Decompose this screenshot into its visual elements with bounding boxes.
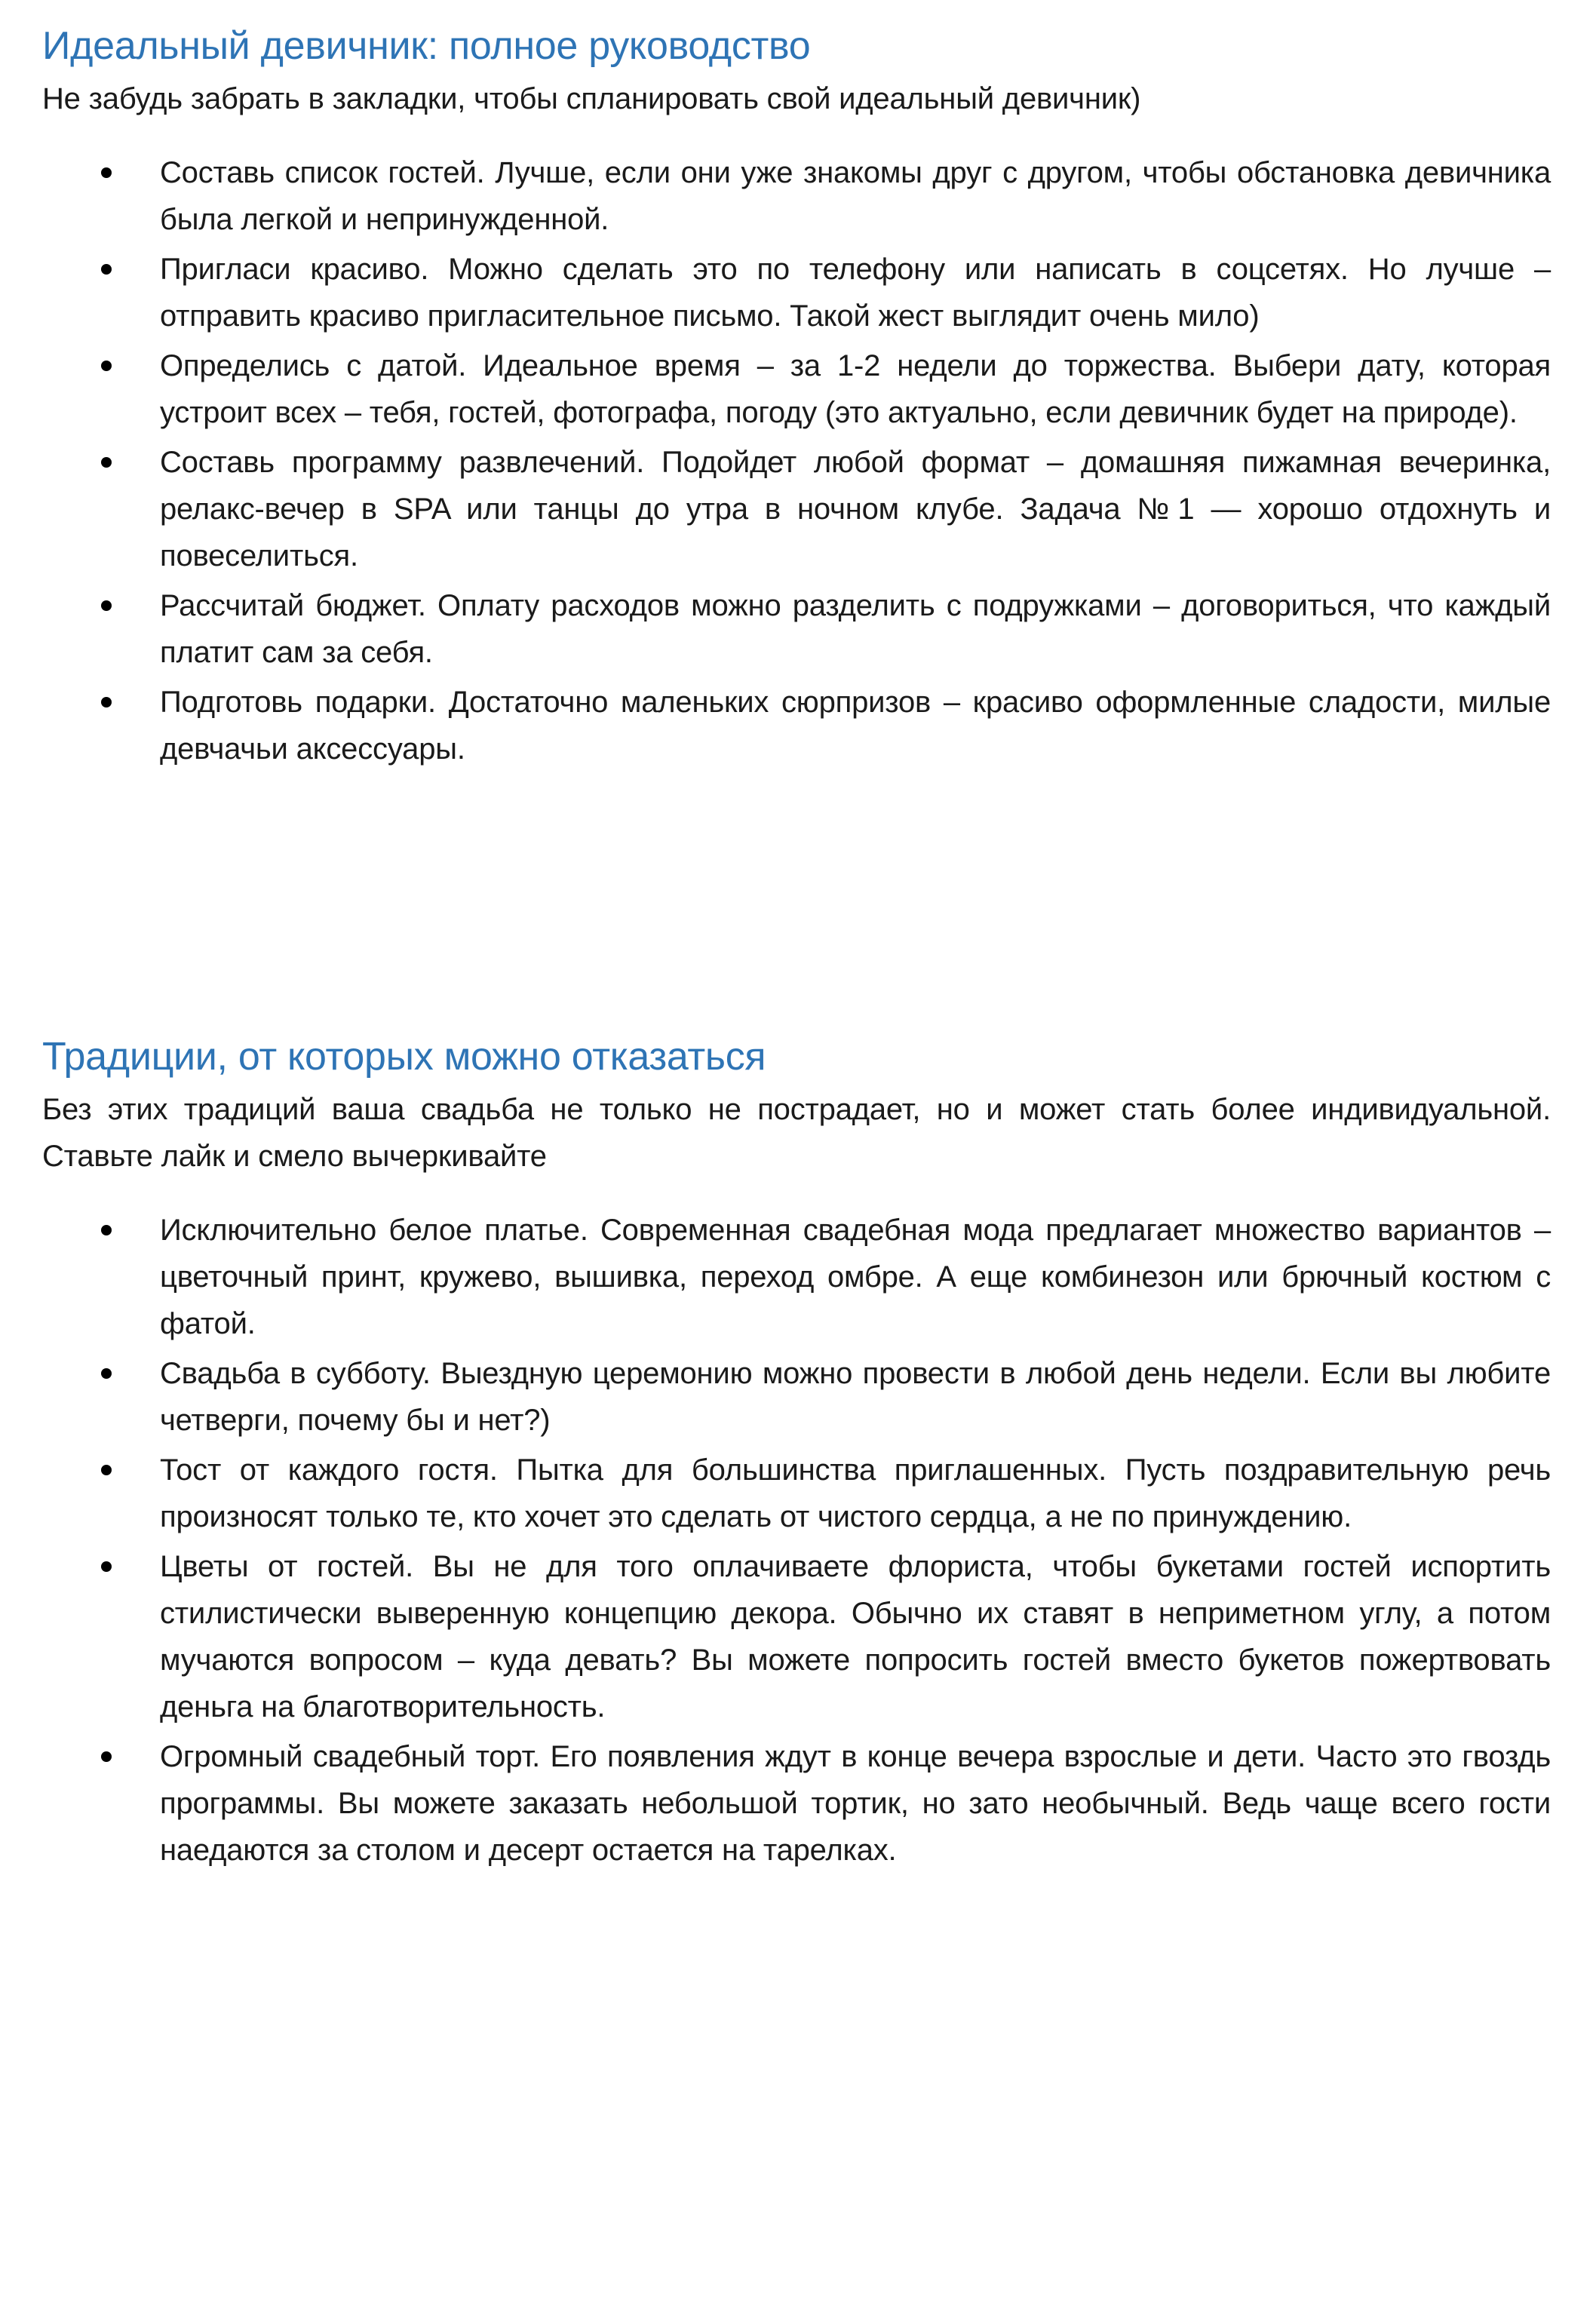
bullet-icon [101,1561,112,1572]
bullet-list [42,1207,1551,1874]
list-item-text: Определись с датой. Идеальное время – за 1-2 недели до торжества. Выбери дату, которая устроит всех – тебя, гостей, фотографа, погоду (это актуально, если девичник будет на природе). [160,349,1551,429]
list-item [42,1543,1551,1730]
list-item-text: Исключительно белое платье. Современная свадебная мода предлагает множество вариантов – цветочный принт, кружево, вышивка, переход омбре. А еще комбинезон или брючный костюм с фатой. [160,1214,1551,1340]
bullet-icon [101,697,112,707]
list-item [42,1207,1551,1347]
bullet-icon [101,1225,112,1235]
bullet-icon [101,1368,112,1379]
bullet-icon [101,1751,112,1762]
list-item [42,149,1551,243]
bullet-icon [101,264,112,275]
bullet-icon [101,1465,112,1475]
list-item-text: Рассчитай бюджет. Оплату расходов можно разделить с подружками – договориться, что каждый платит сам за себя. [160,589,1551,669]
list-item-text: Составь программу развлечений. Подойдет любой формат – домашняя пижамная вечеринка, релакс-вечер в SPA или танцы до утра в ночном клубе. Задача №1 — хорошо отдохнуть и повеселиться. [160,446,1551,572]
list-item [42,1447,1551,1540]
section-intro: Не забудь забрать в закладки, чтобы спланировать свой идеальный девичник) [42,82,1141,115]
list-item-text: Пригласи красиво. Можно сделать это по телефону или написать в соцсетях. Но лучше – отправить красиво пригласительное письмо. Такой жест выглядит очень мило) [160,253,1551,333]
bullet-icon [101,167,112,178]
section-intro: Без этих традиций ваша свадьба не только не пострадает, но и может стать более индивидуальной. Ставьте лайк и смело вычеркивайте [42,1093,1551,1173]
list-item [42,342,1551,436]
list-item-text: Огромный свадебный торт. Его появления ждут в конце вечера взрослые и дети. Часто это гвоздь программы. Вы можете заказать небольшой тортик, но зато необычный. Ведь чаще всего гости наедаются за столом и десерт остается на тарелках. [160,1740,1551,1867]
bachelorette-guide-section [42,17,1551,775]
list-item-text: Тост от каждого гостя. Пытка для большинства приглашенных. Пусть поздравительную речь произносят только те, кто хочет это сделать от чистого сердца, а не по принуждению. [160,1453,1551,1533]
list-item-text: Составь список гостей. Лучше, если они уже знакомы друг с другом, чтобы обстановка девичника была легкой и непринужденной. [160,156,1551,236]
list-item [42,439,1551,579]
list-item-text: Подготовь подарки. Достаточно маленьких сюрпризов – красиво оформленные сладости, милые девчачьи аксессуары. [160,686,1551,766]
bullet-list [42,149,1551,772]
list-item-text: Цветы от гостей. Вы не для того оплачиваете флориста, чтобы букетами гостей испортить стилистически выверенную концепцию декора. Обычно их ставят в неприметном углу, а потом мучаются вопросом – куда девать? Вы можете попросить гостей вместо букетов пожертвовать деньга на благотворительность. [160,1550,1551,1723]
list-item [42,582,1551,676]
section-heading: Идеальный девичник: полное руководство [42,24,811,68]
bullet-icon [101,600,112,611]
list-item [42,1733,1551,1874]
bullet-icon [101,361,112,371]
list-item [42,679,1551,772]
list-item-text: Свадьба в субботу. Выездную церемонию можно провести в любой день недели. Если вы любите четверги, почему бы и нет?) [160,1357,1551,1437]
list-item [42,1350,1551,1444]
wedding-traditions-section [42,1027,1551,1877]
list-item [42,246,1551,339]
section-heading: Традиции, от которых можно отказаться [42,1035,766,1079]
bullet-icon [101,457,112,468]
